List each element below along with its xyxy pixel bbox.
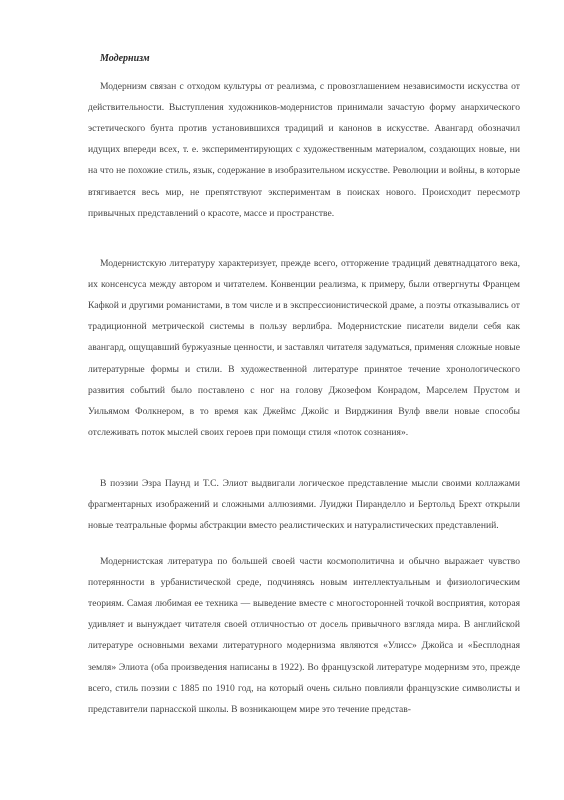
paragraph-3: В поэзии Эзра Паунд и Т.С. Элиот выдвигали логическое представление мысли своими коллажами фрагментарных изображений и сложными аллюзиями. Луиджи Пиранделло и Бертольд Брехт открыли новые театральные формы абстракции вместо реалистических и натуралистических представлений. xyxy=(88,477,520,531)
document-title: Модернизм xyxy=(100,53,150,64)
paragraph-2: Модернистскую литературу характеризует, прежде всего, отторжение традиций девятнадцатого века, их консенсуса между автором и читателем. Конвенции реализма, к примеру, были отвергнуты Францем Кафкой и другими романистами, в том числе и в экспрессионистической драме, а поэты отказывались от традиционной метрической системы в пользу верлибра. Модернистские писатели видели себя как авангард, ощущавший буржуазные ценности, и заставлял читателя задуматься, применяя сложные новые литературные формы и стили. В художественной литературе принятое течение хронологического развития событий было поставлено с ног на голову Джозефом Конрадом, Марселем Прустом и Уильямом Фолкнером, в то время как Джеймс Джойс и Вирджиния Вулф ввели новые способы отслеживать поток мыслей своих героев при помощи стиля «поток сознания». xyxy=(88,257,520,439)
paragraph-1: Модернизм связан с отходом культуры от реализма, с провозглашением независимости искусства от действительности. Выступления художников-модернистов принимали зачастую форму анархического эстетического бунта против установившихся традиций и канонов в искусстве. Авангард обозначил идущих впереди всех, т. е. экспериментирующих с художественным материалом, создающих новые, ни на что не похожие стиль, язык, содержание в изобразительном искусстве. Революции и войны, в которые втягивается весь мир, не препятствуют экспериментам в поисках нового. Происходит пересмотр привычных представлений о красоте, массе и пространстве. xyxy=(88,80,520,219)
paragraph-4: Модернистская литература по большей своей части космополитична и обычно выражает чувство потерянности в урбанистической среде, подчиняясь новым интеллектуальным и физиологическим теориям. Самая любимая ее техника — выведение вместе с многосторонней точкой восприятия, которая удивляет и вынуждает читателя своей отличностью от досель привычного взгляда мира. В английской литературе основными вехами литературного модернизма являются «Улисс» Джойса и «Бесплодная земля» Элиота (оба произведения написаны в 1922). Во французской литературе модернизм это, прежде всего, стиль поэзии с 1885 по 1910 год, на который очень сильно повлияли французские символисты и представители парнасской школы. В возникающем мире это течение представ- xyxy=(88,555,520,716)
